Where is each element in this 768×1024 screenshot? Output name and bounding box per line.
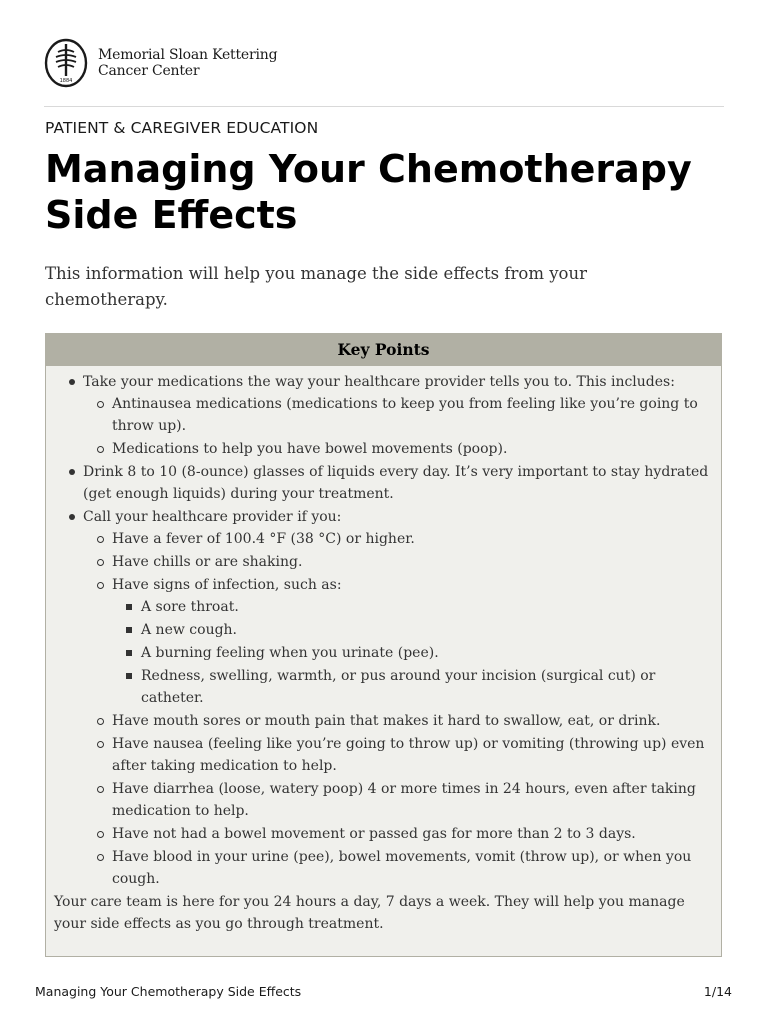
sub-list-item: Have mouth sores or mouth pain that makes it hard to swallow, eat, or drink. xyxy=(83,710,713,732)
closing-paragraph: Your care team is here for you 24 hours a day, 7 days a week. They will help you manage your side effects as you go through treatment. xyxy=(54,894,685,932)
sub-list-item: Have a fever of 100.4 °F (38 °C) or higher. xyxy=(83,528,713,550)
list-item xyxy=(54,371,713,460)
key-points-heading: Key Points xyxy=(46,334,721,366)
page-title: Managing Your Chemotherapy Side Effects xyxy=(45,147,692,237)
intro-paragraph: This information will help you manage the side effects from your chemotherapy. xyxy=(45,264,587,309)
sub-list xyxy=(83,528,713,890)
list-item-text: Call your healthcare provider if you: xyxy=(83,509,342,525)
section-label: PATIENT & CAREGIVER EDUCATION xyxy=(45,119,319,137)
key-points-box xyxy=(45,333,722,957)
msk-tree-logo-icon xyxy=(44,38,88,88)
sub-list-item xyxy=(83,574,713,709)
sub-list-item: Have diarrhea (loose, watery poop) 4 or more times in 24 hours, even after taking medication to help. xyxy=(83,778,713,822)
infection-sign-item: Redness, swelling, warmth, or pus around your incision (surgical cut) or catheter. xyxy=(112,665,713,709)
key-points-body xyxy=(46,366,721,935)
logo-line-2: Cancer Center xyxy=(98,63,200,79)
sub-list-item: Have blood in your urine (pee), bowel movements, vomit (throw up), or when you cough. xyxy=(83,846,713,890)
footer-doc-title: Managing Your Chemotherapy Side Effects xyxy=(35,984,302,999)
msk-logo[interactable] xyxy=(44,38,277,88)
sub-list xyxy=(83,393,713,460)
infection-sign-item: A sore throat. xyxy=(112,596,713,618)
infection-sign-item: A new cough. xyxy=(112,619,713,641)
list-item-text: Drink 8 to 10 (8-ounce) glasses of liquids every day. It’s very important to stay hydrated (get enough liquids) during your treatment. xyxy=(83,464,709,502)
logo-wordmark xyxy=(98,47,277,79)
sub-list-item: Antinausea medications (medications to keep you from feeling like you’re going to throw up). xyxy=(83,393,713,437)
footer-page-number: 1/14 xyxy=(703,984,732,999)
sub-list-item: Have nausea (feeling like you’re going to throw up) or vomiting (throwing up) even after taking medication to help. xyxy=(83,733,713,777)
logo-line-1: Memorial Sloan Kettering xyxy=(98,47,278,63)
list-item xyxy=(54,506,713,890)
key-points-list xyxy=(54,371,713,890)
sub-list-item: Have chills or are shaking. xyxy=(83,551,713,573)
infection-sign-item: A burning feeling when you urinate (pee). xyxy=(112,642,713,664)
sub-list-item: Have not had a bowel movement or passed gas for more than 2 to 3 days. xyxy=(83,823,713,845)
list-item xyxy=(54,461,713,505)
list-item-text: Take your medications the way your healthcare provider tells you to. This includes: xyxy=(83,374,675,390)
header-divider xyxy=(44,106,724,107)
sub-list-item-text: Have signs of infection, such as: xyxy=(112,577,342,593)
logo-year: 1884 xyxy=(59,78,73,84)
infection-signs-list xyxy=(112,596,713,709)
sub-list-item: Medications to help you have bowel movements (poop). xyxy=(83,438,713,460)
